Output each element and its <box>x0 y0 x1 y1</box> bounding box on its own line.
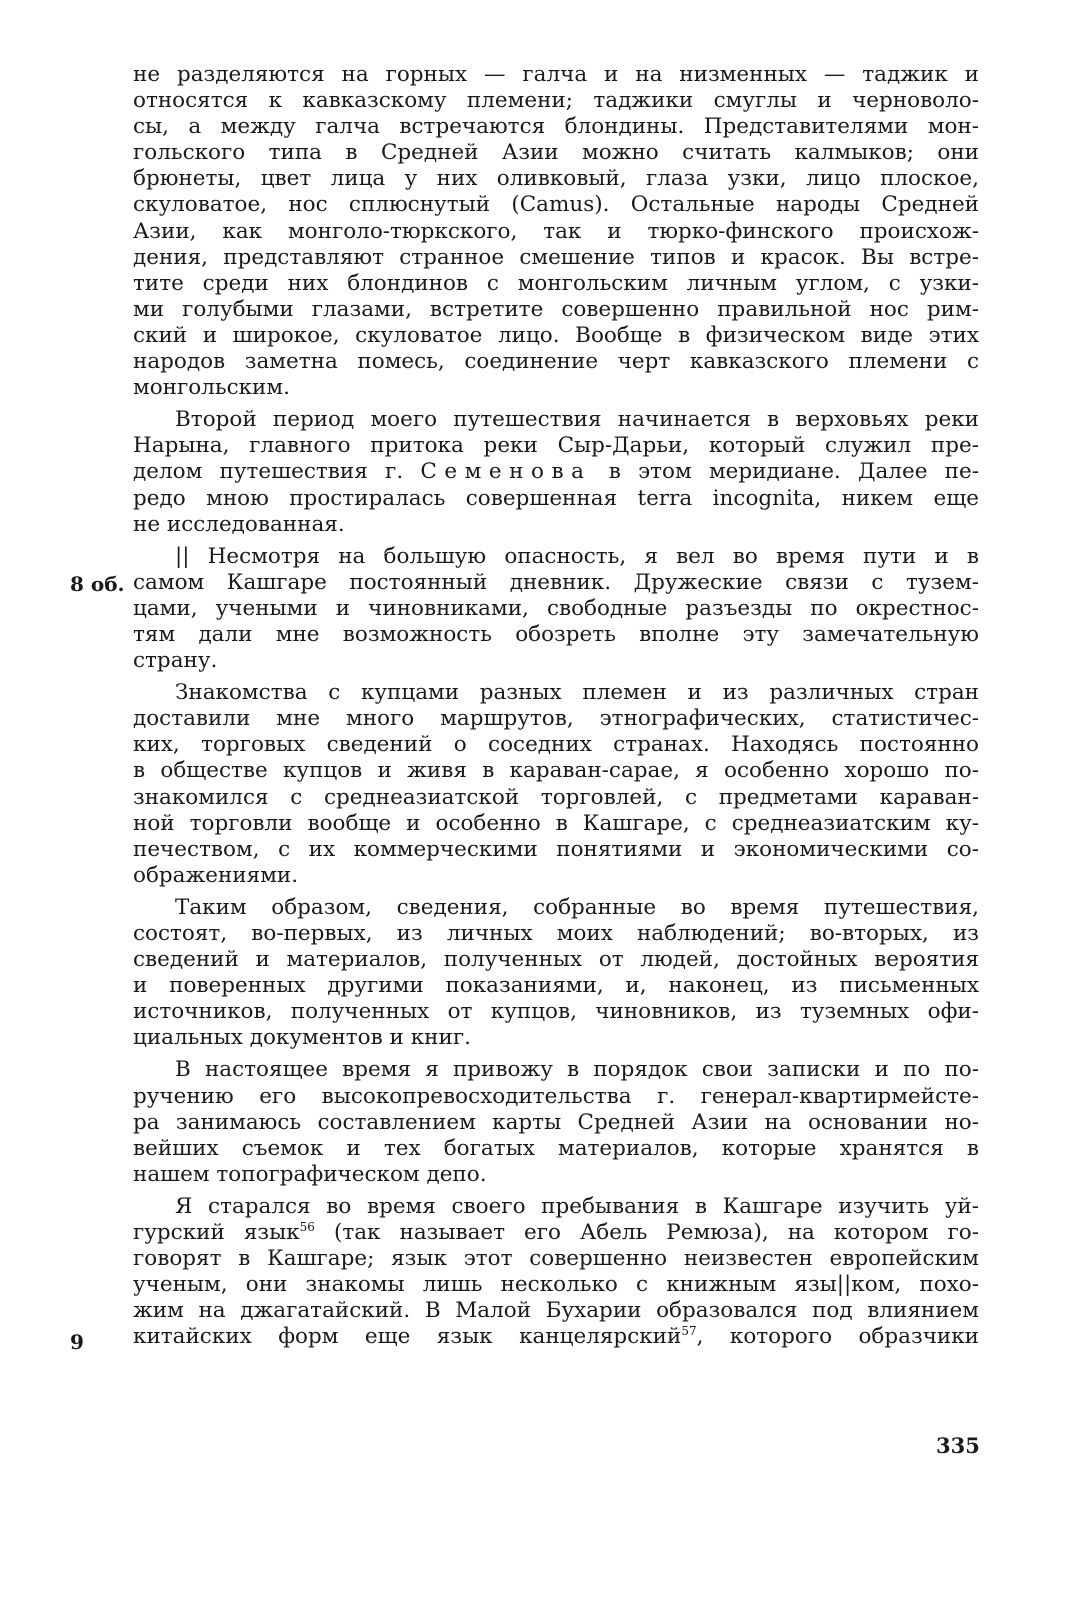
text-line: ких, торговых сведений о соседних странах. Находясь постоянно <box>133 732 979 758</box>
text-line: Знакомства с купцами разных племен и из различных стран <box>175 680 979 706</box>
text-line <box>133 459 979 485</box>
text-line: Таким образом, сведения, собранные во время путешествия, <box>175 894 979 920</box>
text-line: состоят, во-первых, из личных моих наблюдений; во-вторых, из <box>133 921 979 946</box>
text-line: ра занимаюсь составлением карты Средней Азии на основании но- <box>133 1109 979 1135</box>
text-line: скуловатое, нос сплюснутый (Camus). Остальные народы Средней <box>133 192 979 218</box>
text-line: монгольским. <box>133 375 290 401</box>
paragraph-3 <box>133 544 979 674</box>
text-line: тям дали мне возможность обозреть вполне эту замечательную <box>133 621 979 647</box>
text-line: относятся к кавказскому племени; таджики смуглы и черноволо- <box>133 88 979 114</box>
text-line: гольского типа в Средней Азии можно считать калмыков; они <box>133 140 979 166</box>
main-text <box>133 62 979 1351</box>
text-line: брюнеты, цвет лица у них оливковый, глаза узки, лицо плоское, <box>133 166 979 192</box>
text-fragment: делом путешествия г. <box>133 459 421 485</box>
text-line: и поверенных другими показаниями, и, наконец, из письменных <box>133 973 979 999</box>
text-line: доставили мне много маршрутов, этнографических, статистичес- <box>133 706 979 732</box>
text-line: || Несмотря на большую опасность, я вел во время пути и в <box>175 543 979 569</box>
text-fragment: в этом меридиане. Далее пе- <box>591 459 979 485</box>
text-line: дения, представляют странное смешение типов и красок. Вы встре- <box>133 244 979 270</box>
margin-folio-note-9: 9 <box>70 1330 84 1354</box>
page-number: 335 <box>936 1433 980 1458</box>
text-fragment: гурский язык <box>133 1220 300 1246</box>
text-line: знакомился с среднеазиатской торговлей, с предметами караван- <box>133 784 979 810</box>
author-name-semenov: Семенова <box>420 459 592 485</box>
paragraph-7 <box>133 1194 979 1351</box>
text-line: сы, а между галча встречаются блондины. Представителями мон- <box>133 114 979 140</box>
paragraph-2 <box>133 407 979 537</box>
text-line: ский и широкое, скуловатое лицо. Вообще в физическом виде этих <box>133 322 979 348</box>
text-line: народов заметна помесь, соединение черт кавказского племени с <box>133 349 979 375</box>
paragraph-5 <box>133 895 979 1052</box>
text-line: говорят в Кашгаре; язык этот совершенно неизвестен европейским <box>133 1246 979 1272</box>
text-line: редо мною простиралась совершенная terra incognita, никем еще <box>133 485 979 511</box>
text-line: ной торговли вообще и особенно в Кашгаре, с среднеазиатским ку- <box>133 810 979 836</box>
text-line: вейших съемок и тех богатых материалов, которые хранятся в <box>133 1135 979 1161</box>
text-line: сведений и материалов, полученных от людей, достойных вероятия <box>133 947 979 973</box>
text-line: в обществе купцов и живя в караван-сарае, я особенно хорошо по- <box>133 758 979 784</box>
text-line: Нарына, главного притока реки Сыр-Дарьи, который служил пре- <box>133 433 979 459</box>
footnote-ref-57[interactable]: 57 <box>681 1324 697 1339</box>
paragraph-1 <box>133 62 979 401</box>
text-line: циальных документов и книг. <box>133 1025 471 1051</box>
text-line: источников, полученных от купцов, чиновников, из туземных офи- <box>133 999 979 1025</box>
text-line: страну. <box>133 648 218 674</box>
paragraph-4 <box>133 680 979 889</box>
text-line: ми голубыми глазами, встретите совершенно правильной нос рим- <box>133 296 979 322</box>
text-line: ручению его высокопревосходительства г. генерал-квартирмейсте- <box>133 1083 979 1109</box>
text-line: нашем топографическом депо. <box>133 1161 487 1187</box>
text-line: не исследованная. <box>133 511 345 537</box>
text-line: ученым, они знакомы лишь несколько с книжным язы||ком, похо- <box>133 1272 979 1298</box>
text-line: ображениями. <box>133 862 299 888</box>
text-line: В настоящее время я привожу в порядок свои записки и по по- <box>175 1057 979 1083</box>
text-fragment: (так называет его Абель Ремюза), на котором го- <box>314 1220 979 1246</box>
text-line: жим на джагатайский. В Малой Бухарии образовался под влиянием <box>133 1298 979 1324</box>
footnote-ref-56[interactable]: 56 <box>299 1220 315 1234</box>
text-line: печеством, с их коммерческими понятиями и экономическими со- <box>133 836 979 862</box>
text-line: Азии, как монголо-тюркского, так и тюрко-финского происхож- <box>133 218 979 244</box>
text-line: не разделяются на горных — галча и на низменных — таджик и <box>133 62 979 87</box>
text-fragment: китайских форм еще язык канцелярский <box>133 1324 682 1350</box>
text-line: тите среди них блондинов с монгольским личным углом, с узки- <box>133 270 979 296</box>
paragraph-6 <box>133 1057 979 1187</box>
text-fragment: , которого образчики <box>696 1324 979 1350</box>
text-line: цами, учеными и чиновниками, свободные разъезды по окрестнос- <box>133 595 979 621</box>
text-line: Я старался во время своего пребывания в Кашгаре изучить уй- <box>175 1193 979 1219</box>
margin-folio-note-8ob: 8 об. <box>70 572 125 596</box>
text-line <box>133 1220 979 1246</box>
text-line: Второй период моего путешествия начинается в верховьях реки <box>175 407 979 433</box>
text-line: самом Кашгаре постоянный дневник. Дружеские связи с тузем- <box>133 569 979 595</box>
text-line <box>133 1324 979 1350</box>
